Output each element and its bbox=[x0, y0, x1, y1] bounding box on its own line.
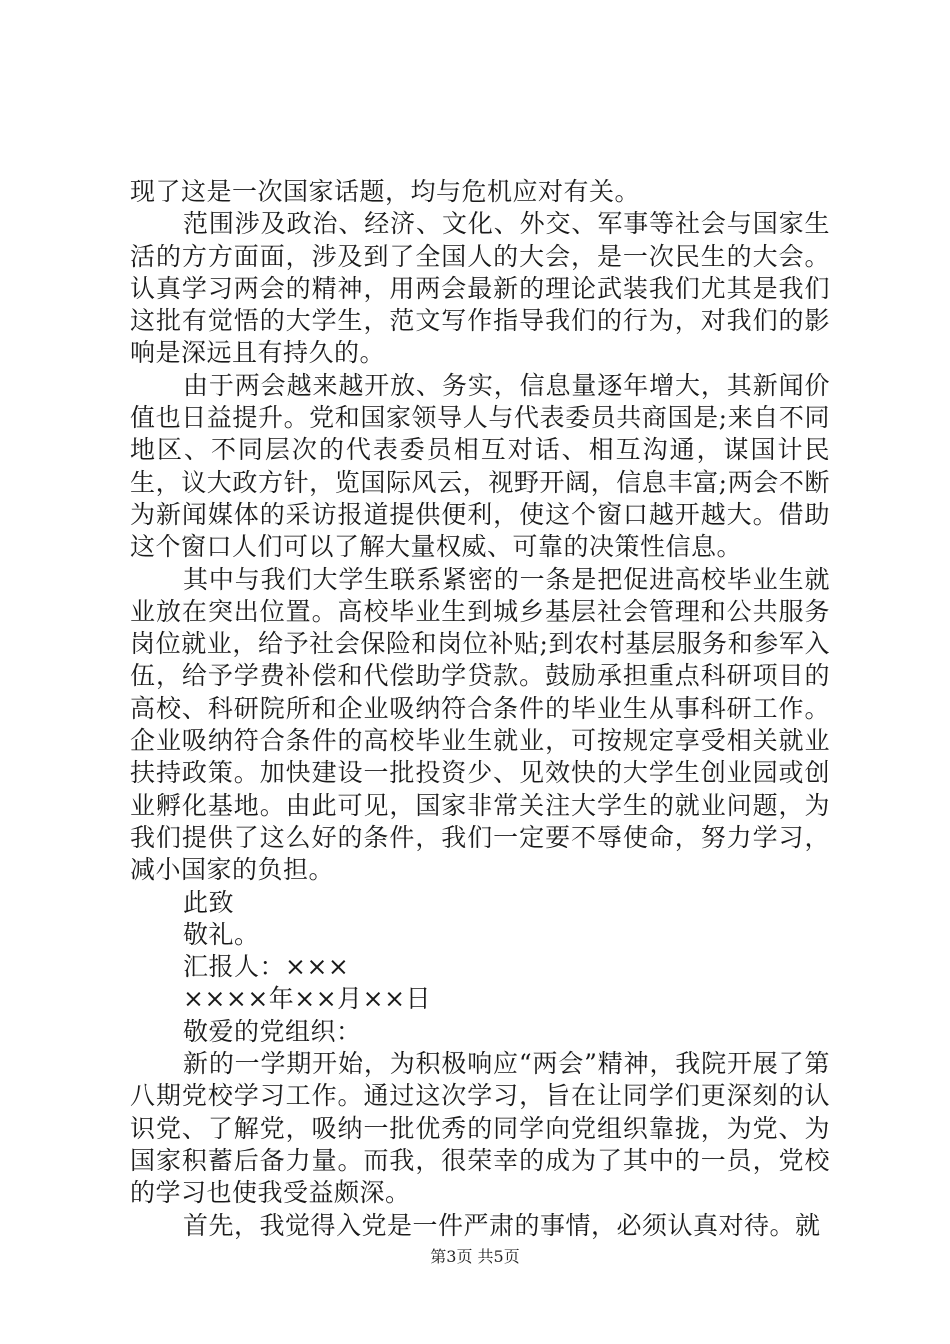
second-letter-paragraph-2: 首先，我觉得入党是一件严肃的事情，必须认真对待。就 bbox=[183, 1210, 821, 1240]
second-letter-greeting: 敬爱的党组织： bbox=[183, 1016, 362, 1046]
paragraph-3: 由于两会越来越开放、务实，信息量逐年增大，其新闻价值也日益提升。党和国家领导人与代表委员共商国是;来自不同地区、不同层次的代表委员相互对话、相互沟通，谋国计民生，议大政方针，览国际风云，视野开阔，信息丰富;两会不断为新闻媒体的采访报道提供便利，使这个窗口越开越大。借助这个窗口人们可以了解大量权威、可靠的决策性信息。 bbox=[130, 370, 830, 562]
closing-date: ××××年××月××日 bbox=[183, 984, 432, 1014]
page-footer: 第3页 共5页 bbox=[430, 1247, 520, 1266]
paragraph-1: 现了这是一次国家话题，均与危机应对有关。 bbox=[130, 177, 641, 206]
paragraph-4: 其中与我们大学生联系紧密的一条是把促进高校毕业生就业放在突出位置。高校毕业生到城乡基层社会管理和公共服务岗位就业，给予社会保险和岗位补贴;到农村基层服务和参军入伍，给予学费补偿和代偿助学贷款。鼓励承担重点科研项目的高校、科研院所和企业吸纳符合条件的毕业生从事科研工作。企业吸纳符合条件的高校毕业生就业，可按规定享受相关就业扶持政策。加快建设一批投资少、见效快的大学生创业园或创业孵化基地。由此可见，国家非常关注大学生的就业问题，为我们提供了这么好的条件，我们一定要不辱使命，努力学习，减小国家的负担。 bbox=[130, 564, 830, 885]
document-body bbox=[130, 176, 830, 1242]
paragraph-2: 范围涉及政治、经济、文化、外交、军事等社会与国家生活的方方面面，涉及到了全国人的大会，是一次民生的大会。认真学习两会的精神，用两会最新的理论武装我们尤其是我们这批有觉悟的大学生，范文写作指导我们的行为，对我们的影响是深远且有持久的。 bbox=[130, 209, 830, 368]
second-letter-paragraph-1: 新的一学期开始，为积极响应“两会”精神，我院开展了第八期党校学习工作。通过这次学习，旨在让同学们更深刻的认识党、了解党，吸纳一批优秀的同学向党组织靠拢，为党、为国家积蓄后备力量。而我，很荣幸的成为了其中的一员，党校的学习也使我受益颇深。 bbox=[130, 1049, 830, 1208]
closing-reporter: 汇报人：××× bbox=[183, 952, 350, 982]
closing-regards: 敬礼。 bbox=[183, 919, 260, 949]
closing-salutation: 此致 bbox=[183, 887, 235, 917]
